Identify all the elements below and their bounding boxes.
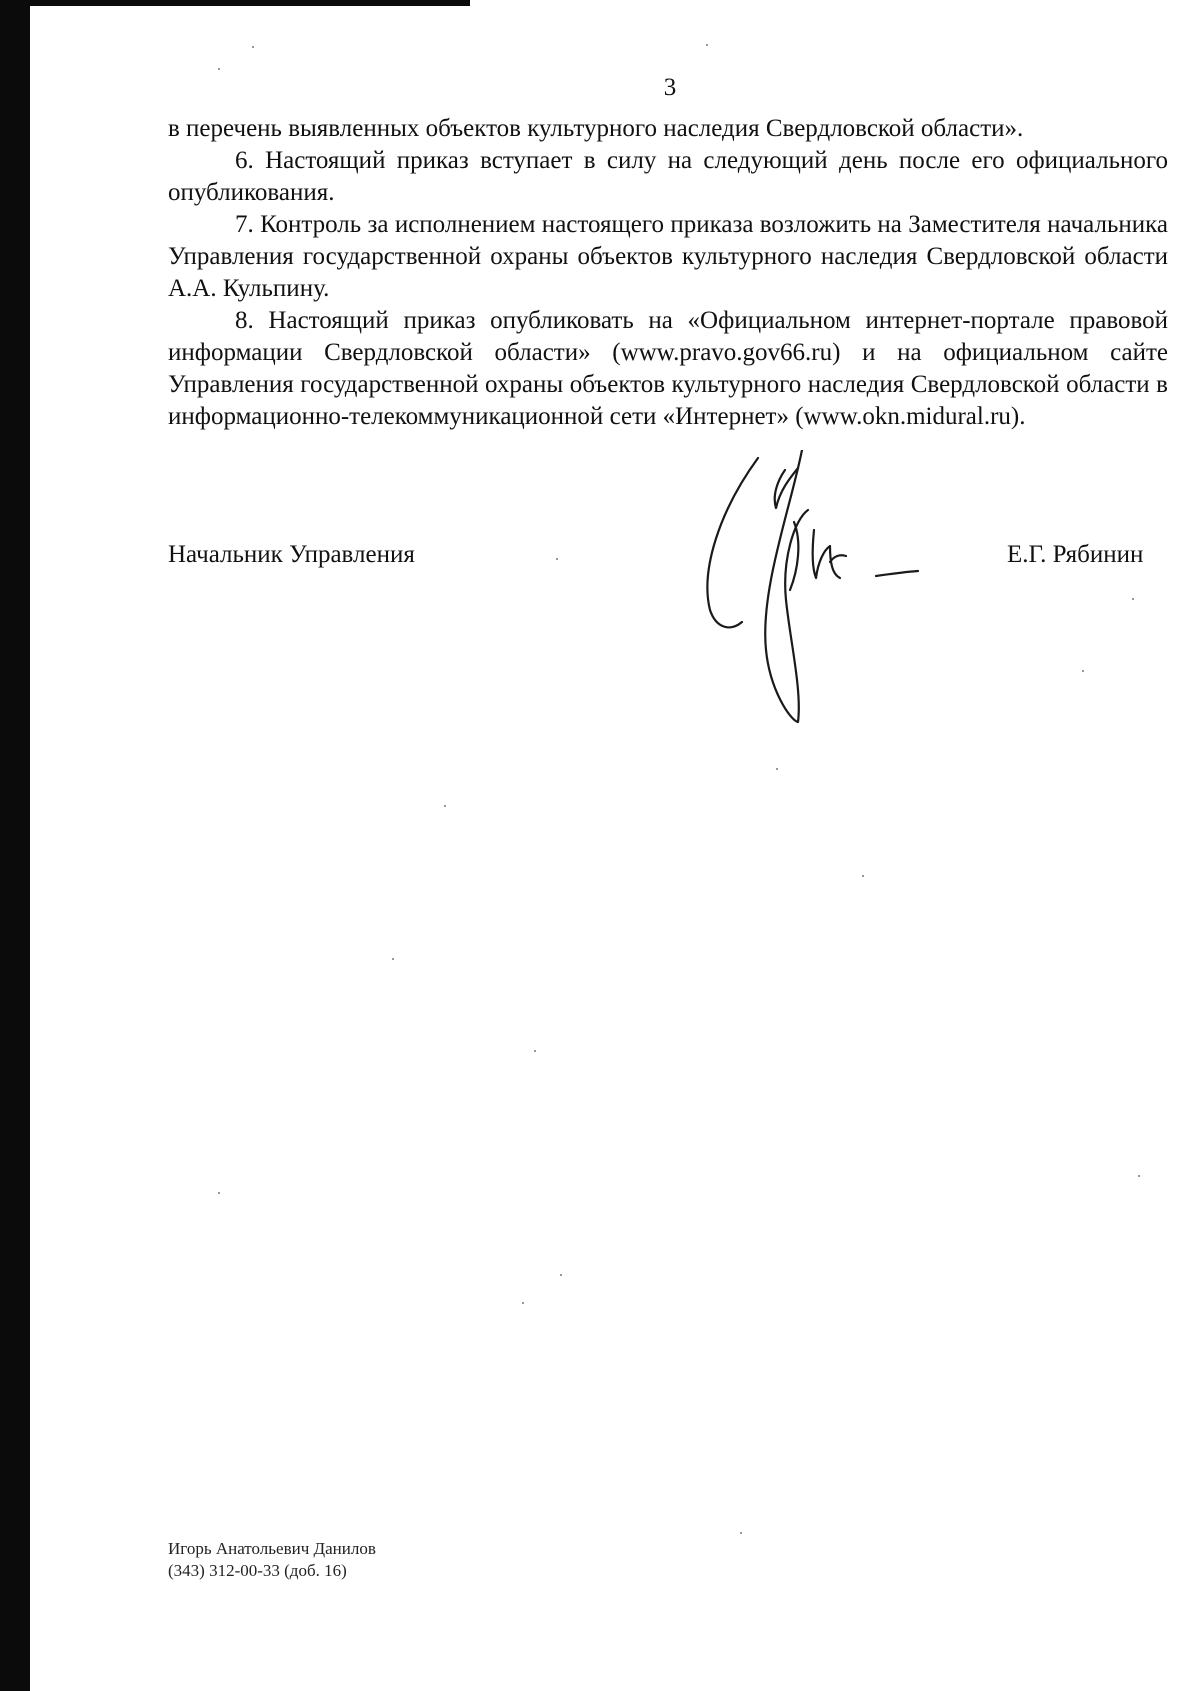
executor-phone: (343) 312-00-33 (доб. 16) [168,1561,347,1580]
document-body [168,113,1168,433]
scan-speck [776,768,778,770]
handwritten-signature [690,450,940,730]
paragraph-item-6: 6. Настоящий приказ вступает в силу на следующий день после его официального опубликования. [168,147,1168,206]
scan-speck [444,805,446,807]
scan-speck [534,1050,536,1052]
paragraph-item-8: 8. Настоящий приказ опубликовать на «Официальном интернет-портале правовой информации Свердловской области» (www.pravo.gov66.ru) и на официальном сайте Управления государственной охраны объектов культурного наследия Свердловской области в информационно-телекоммуникационной сети «Интернет» (www.okn.midural.ru). [168,307,1168,430]
scan-speck [706,44,708,46]
executor-name: Игорь Анатольевич Данилов [168,1539,376,1558]
scan-speck [560,1274,562,1276]
scan-speck [252,46,254,48]
scan-speck [392,958,394,960]
scan-edge-left [0,0,30,1691]
scan-speck [862,875,864,877]
page-number: 3 [663,74,677,101]
signer-position-title: Начальник Управления [168,541,415,568]
signer-name: Е.Г. Рябинин [1007,541,1144,568]
scan-speck [740,1532,742,1534]
executor-info [168,1538,376,1582]
paragraph-continuation: в перечень выявленных объектов культурного наследия Свердловской области». [168,115,1024,142]
scan-speck [1082,670,1084,672]
scan-speck [218,1192,220,1194]
scan-speck [556,558,558,560]
scan-edge-top [0,0,470,6]
scan-speck [522,1302,524,1304]
scan-speck [1132,598,1134,600]
scan-speck [218,68,220,70]
paragraph-item-7: 7. Контроль за исполнением настоящего приказа возложить на Заместителя начальника Управления государственной охраны объектов культурного наследия Свердловской области А.А. Кульпину. [168,211,1168,302]
scan-speck [1138,1175,1140,1177]
